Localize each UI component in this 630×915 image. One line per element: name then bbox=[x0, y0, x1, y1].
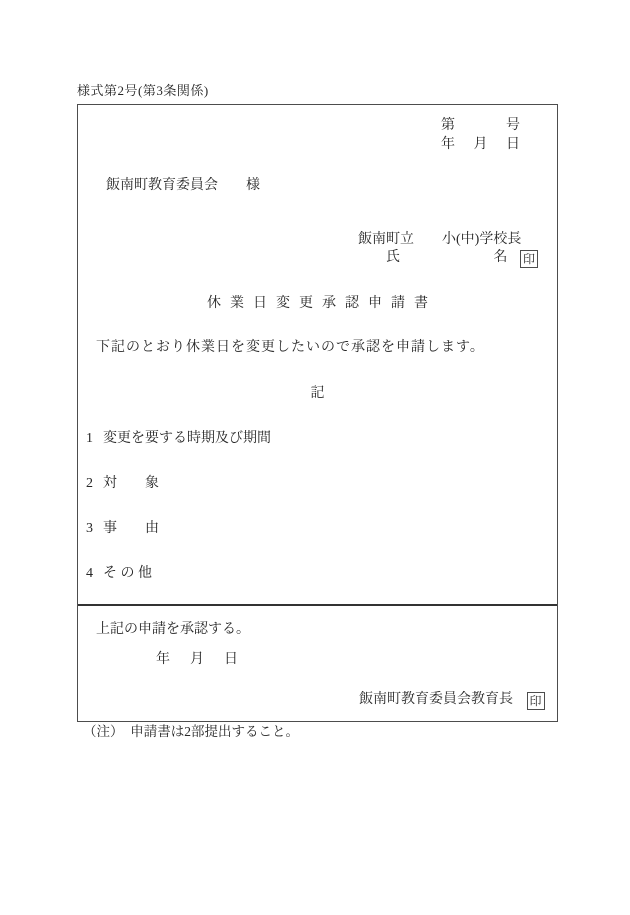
form-item-period bbox=[86, 432, 271, 446]
approval-section-divider bbox=[78, 604, 557, 606]
application-statement: 下記のとおり休業日を変更したいので承認を申請します。 bbox=[96, 340, 485, 355]
approver-line bbox=[359, 692, 545, 710]
sender-seal-placeholder: 印 bbox=[520, 250, 538, 268]
doc-number-suffix: 号 bbox=[506, 118, 520, 133]
approver-title: 飯南町教育委員会教育長 bbox=[359, 692, 513, 707]
item-number: 1 bbox=[86, 431, 93, 446]
sender-organization-line: 飯南町立 小(中)学校長 bbox=[358, 232, 522, 247]
approval-month-label: 月 bbox=[190, 652, 204, 667]
approval-date-line bbox=[156, 653, 238, 667]
name-last-label: 名 bbox=[493, 250, 508, 265]
approval-day-label: 日 bbox=[224, 652, 238, 667]
date-year-label: 年 bbox=[441, 137, 455, 152]
ki-heading: 記 bbox=[310, 386, 325, 401]
approval-statement: 上記の申請を承認する。 bbox=[96, 622, 250, 637]
sender-name-line bbox=[386, 250, 538, 268]
approval-year-label: 年 bbox=[156, 652, 170, 667]
application-form-box bbox=[77, 104, 558, 722]
form-item-reason bbox=[86, 522, 159, 536]
date-month-label: 月 bbox=[473, 137, 488, 152]
submission-note: （注） 申請書は2部提出すること。 bbox=[83, 724, 299, 739]
doc-number-prefix: 第 bbox=[441, 118, 455, 133]
form-style-label: 様式第2号(第3条関係) bbox=[77, 83, 209, 98]
item-number: 2 bbox=[86, 476, 93, 491]
name-first-label: 氏 bbox=[386, 250, 400, 265]
document-number-line bbox=[441, 119, 520, 133]
document-date-line bbox=[441, 138, 520, 152]
item-label: 事 由 bbox=[103, 521, 159, 536]
item-number: 3 bbox=[86, 521, 93, 536]
item-label: 対 象 bbox=[103, 476, 159, 491]
approver-seal-placeholder: 印 bbox=[527, 692, 545, 710]
item-label: 変更を要する時期及び期間 bbox=[103, 431, 271, 446]
form-item-target bbox=[86, 477, 159, 491]
recipient-line: 飯南町教育委員会 様 bbox=[106, 178, 260, 193]
item-label: そ の 他 bbox=[103, 566, 152, 581]
form-item-other bbox=[86, 567, 152, 581]
document-title: 休業日変更承認申請書 bbox=[207, 296, 437, 311]
item-number: 4 bbox=[86, 566, 93, 581]
date-day-label: 日 bbox=[506, 137, 520, 152]
